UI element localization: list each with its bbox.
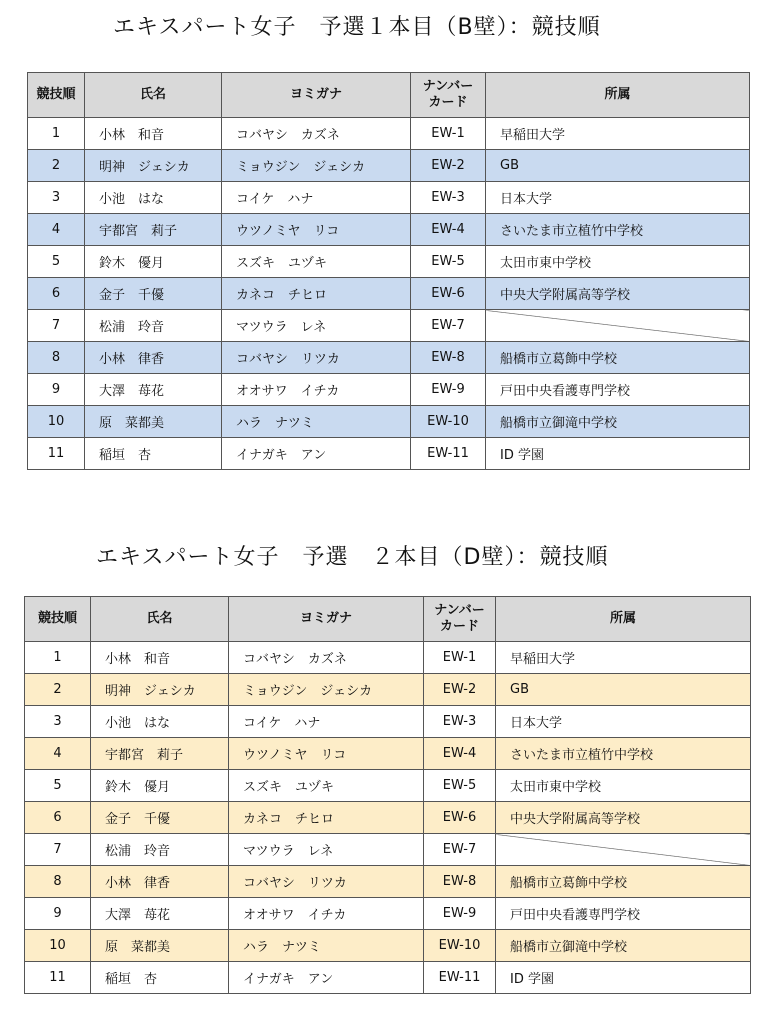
table-row <box>25 898 751 930</box>
cell-name: 小林 律香 <box>85 342 222 374</box>
header-number-card: ナンバー カード <box>424 597 496 642</box>
cell-number-card: EW-5 <box>411 246 486 278</box>
cell-name: 小林 律香 <box>91 866 229 898</box>
table-row <box>25 738 751 770</box>
cell-kana: ミョウジン ジェシカ <box>229 674 424 706</box>
cell-kana: スズキ ユヅキ <box>222 246 411 278</box>
table-row <box>25 642 751 674</box>
cell-name: 明神 ジェシカ <box>85 150 222 182</box>
cell-kana: カネコ チヒロ <box>222 278 411 310</box>
table-header-row <box>25 597 751 642</box>
cell-number-card: EW-3 <box>411 182 486 214</box>
header-number-card: ナンバー カード <box>411 73 486 118</box>
cell-number-card: EW-2 <box>411 150 486 182</box>
section-title-round-1: エキスパート女子 予選１本目（B壁）：競技順 <box>113 15 601 40</box>
table-row <box>28 374 750 406</box>
cell-name: 宇都宮 莉子 <box>85 214 222 246</box>
cell-number-card: EW-11 <box>424 962 496 994</box>
cell-number-card: EW-5 <box>424 770 496 802</box>
cell-number-card: EW-4 <box>411 214 486 246</box>
cell-order: 6 <box>25 802 91 834</box>
cell-name: 小池 はな <box>85 182 222 214</box>
cell-number-card: EW-3 <box>424 706 496 738</box>
cell-order: 8 <box>25 866 91 898</box>
table-row <box>28 406 750 438</box>
cell-order: 8 <box>28 342 85 374</box>
cell-affiliation: ID 学園 <box>496 962 751 994</box>
cell-name: 小林 和音 <box>91 642 229 674</box>
cell-kana: ハラ ナツミ <box>222 406 411 438</box>
cell-name: 稲垣 杏 <box>91 962 229 994</box>
cell-order: 3 <box>25 706 91 738</box>
cell-name: 大澤 苺花 <box>91 898 229 930</box>
table-row <box>28 278 750 310</box>
table-row <box>25 930 751 962</box>
cell-number-card: EW-6 <box>424 802 496 834</box>
cell-order: 7 <box>28 310 85 342</box>
cell-number-card: EW-8 <box>411 342 486 374</box>
cell-affiliation: 太田市東中学校 <box>486 246 750 278</box>
table-header-row <box>28 73 750 118</box>
cell-kana: マツウラ レネ <box>229 834 424 866</box>
cell-number-card: EW-9 <box>424 898 496 930</box>
cell-order: 6 <box>28 278 85 310</box>
cell-affiliation: 船橋市立葛飾中学校 <box>486 342 750 374</box>
cell-number-card: EW-10 <box>424 930 496 962</box>
cell-name: 明神 ジェシカ <box>91 674 229 706</box>
cell-affiliation: 戸田中央看護専門学校 <box>496 898 751 930</box>
cell-order: 3 <box>28 182 85 214</box>
table-body <box>28 118 750 470</box>
cell-kana: イナガキ アン <box>222 438 411 470</box>
cell-order: 10 <box>25 930 91 962</box>
cell-affiliation: 早稲田大学 <box>496 642 751 674</box>
header-kana: ヨミガナ <box>222 73 411 118</box>
cell-kana: オオサワ イチカ <box>222 374 411 406</box>
cell-kana: ウツノミヤ リコ <box>229 738 424 770</box>
table-row <box>25 802 751 834</box>
cell-order: 10 <box>28 406 85 438</box>
cell-affiliation: 太田市東中学校 <box>496 770 751 802</box>
table-row <box>25 834 751 866</box>
cell-number-card: EW-4 <box>424 738 496 770</box>
cell-name: 原 菜都美 <box>85 406 222 438</box>
cell-order: 4 <box>28 214 85 246</box>
cell-number-card: EW-7 <box>411 310 486 342</box>
cell-affiliation: 日本大学 <box>486 182 750 214</box>
cell-number-card: EW-9 <box>411 374 486 406</box>
table-row <box>28 214 750 246</box>
cell-kana: コバヤシ カズネ <box>222 118 411 150</box>
cell-affiliation: さいたま市立植竹中学校 <box>486 214 750 246</box>
table-row <box>25 674 751 706</box>
header-kana: ヨミガナ <box>229 597 424 642</box>
cell-name: 金子 千優 <box>85 278 222 310</box>
cell-affiliation <box>486 310 750 342</box>
cell-name: 松浦 玲音 <box>91 834 229 866</box>
cell-order: 7 <box>25 834 91 866</box>
cell-kana: マツウラ レネ <box>222 310 411 342</box>
cell-number-card: EW-1 <box>411 118 486 150</box>
cell-kana: コバヤシ リツカ <box>222 342 411 374</box>
start-order-table-round-1 <box>27 72 750 470</box>
cell-name: 宇都宮 莉子 <box>91 738 229 770</box>
cell-order: 5 <box>28 246 85 278</box>
cell-kana: コイケ ハナ <box>222 182 411 214</box>
table-row <box>28 182 750 214</box>
cell-order: 2 <box>28 150 85 182</box>
cell-name: 小池 はな <box>91 706 229 738</box>
cell-number-card: EW-6 <box>411 278 486 310</box>
cell-affiliation: 日本大学 <box>496 706 751 738</box>
cell-kana: コバヤシ カズネ <box>229 642 424 674</box>
cell-affiliation: 中央大学附属高等学校 <box>496 802 751 834</box>
cell-affiliation: 中央大学附属高等学校 <box>486 278 750 310</box>
cell-affiliation: 船橋市立葛飾中学校 <box>496 866 751 898</box>
cell-order: 11 <box>25 962 91 994</box>
cell-order: 1 <box>28 118 85 150</box>
cell-kana: コバヤシ リツカ <box>229 866 424 898</box>
header-name: 氏名 <box>85 73 222 118</box>
cell-name: 小林 和音 <box>85 118 222 150</box>
section-title-round-2: エキスパート女子 予選 ２本目（D壁）：競技順 <box>96 545 609 570</box>
cell-affiliation: 船橋市立御滝中学校 <box>496 930 751 962</box>
table-row <box>28 246 750 278</box>
table-row <box>25 962 751 994</box>
table-row <box>28 118 750 150</box>
table-row <box>28 342 750 374</box>
cell-affiliation: 戸田中央看護専門学校 <box>486 374 750 406</box>
cell-affiliation: 早稲田大学 <box>486 118 750 150</box>
table-row <box>25 770 751 802</box>
cell-number-card: EW-8 <box>424 866 496 898</box>
start-order-table-round-2 <box>24 596 751 994</box>
cell-name: 金子 千優 <box>91 802 229 834</box>
header-affiliation: 所属 <box>486 73 750 118</box>
cell-kana: ミョウジン ジェシカ <box>222 150 411 182</box>
cell-number-card: EW-1 <box>424 642 496 674</box>
table-row <box>25 706 751 738</box>
cell-kana: イナガキ アン <box>229 962 424 994</box>
header-order: 競技順 <box>25 597 91 642</box>
cell-kana: カネコ チヒロ <box>229 802 424 834</box>
cell-name: 稲垣 杏 <box>85 438 222 470</box>
header-name: 氏名 <box>91 597 229 642</box>
cell-order: 9 <box>28 374 85 406</box>
cell-kana: ウツノミヤ リコ <box>222 214 411 246</box>
cell-affiliation: GB <box>486 150 750 182</box>
cell-order: 2 <box>25 674 91 706</box>
cell-order: 9 <box>25 898 91 930</box>
cell-kana: スズキ ユヅキ <box>229 770 424 802</box>
cell-affiliation: GB <box>496 674 751 706</box>
cell-kana: コイケ ハナ <box>229 706 424 738</box>
cell-name: 松浦 玲音 <box>85 310 222 342</box>
cell-affiliation: ID 学園 <box>486 438 750 470</box>
cell-kana: オオサワ イチカ <box>229 898 424 930</box>
header-affiliation: 所属 <box>496 597 751 642</box>
cell-order: 11 <box>28 438 85 470</box>
cell-order: 5 <box>25 770 91 802</box>
table-row <box>28 310 750 342</box>
cell-number-card: EW-10 <box>411 406 486 438</box>
table-body <box>25 642 751 994</box>
cell-order: 4 <box>25 738 91 770</box>
header-order: 競技順 <box>28 73 85 118</box>
cell-name: 原 菜都美 <box>91 930 229 962</box>
cell-order: 1 <box>25 642 91 674</box>
cell-number-card: EW-2 <box>424 674 496 706</box>
cell-name: 大澤 苺花 <box>85 374 222 406</box>
cell-affiliation <box>496 834 751 866</box>
table-row <box>28 150 750 182</box>
cell-kana: ハラ ナツミ <box>229 930 424 962</box>
table-row <box>28 438 750 470</box>
cell-affiliation: 船橋市立御滝中学校 <box>486 406 750 438</box>
cell-name: 鈴木 優月 <box>91 770 229 802</box>
cell-name: 鈴木 優月 <box>85 246 222 278</box>
table-row <box>25 866 751 898</box>
cell-number-card: EW-11 <box>411 438 486 470</box>
cell-number-card: EW-7 <box>424 834 496 866</box>
cell-affiliation: さいたま市立植竹中学校 <box>496 738 751 770</box>
